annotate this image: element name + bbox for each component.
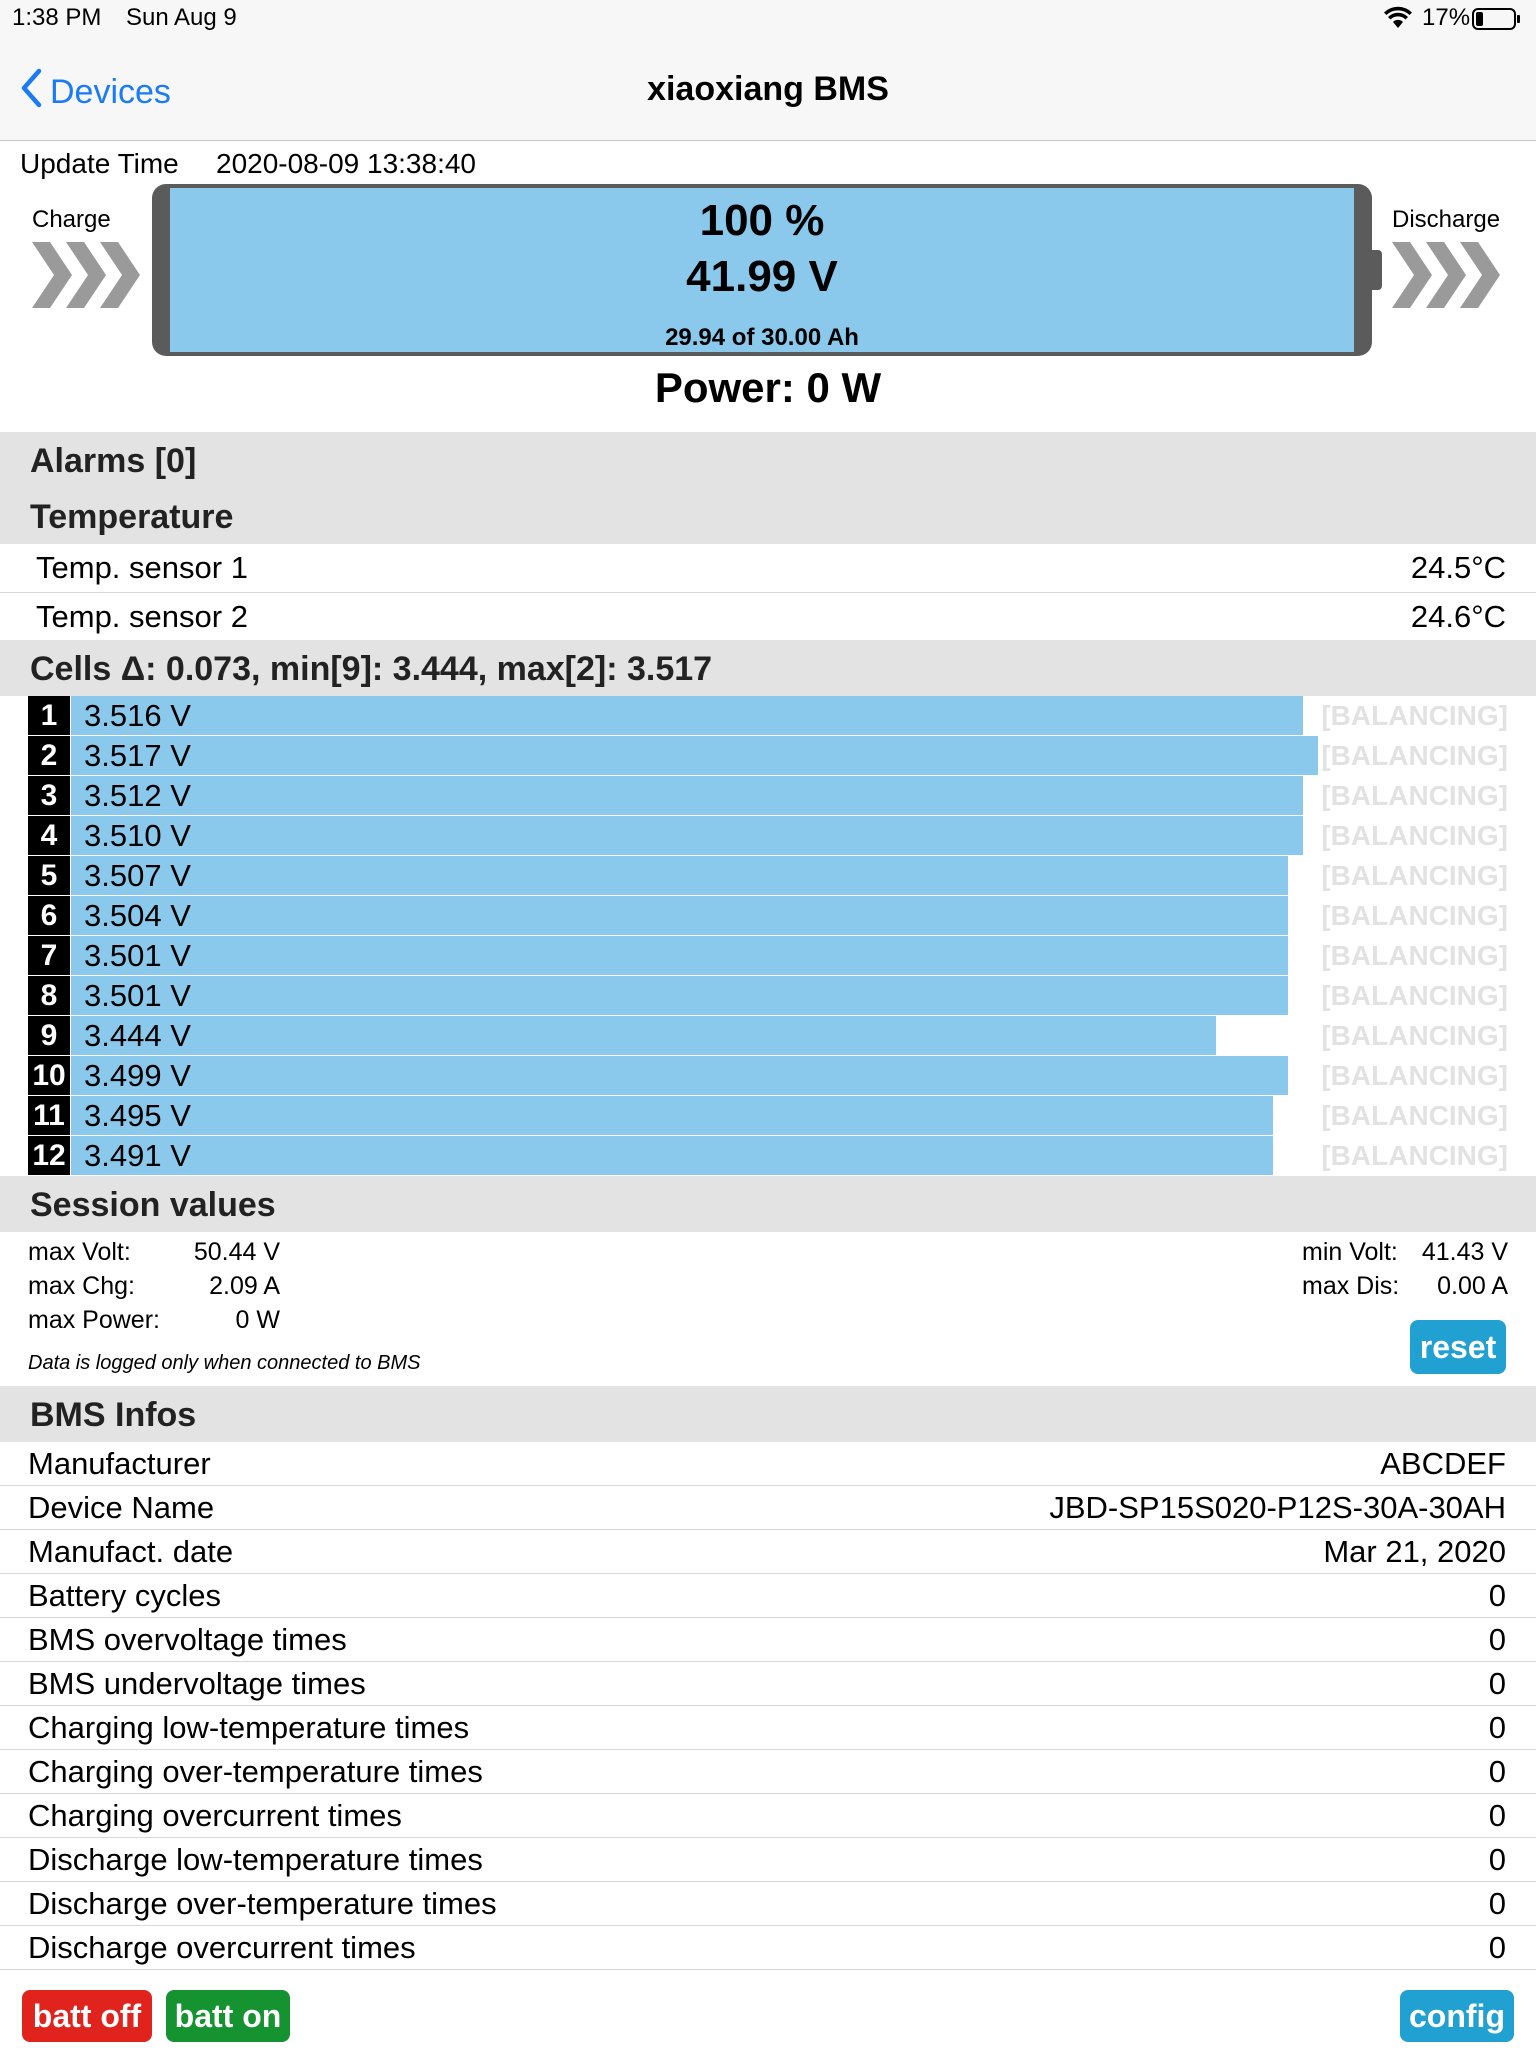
cell-voltage: 3.517 V	[84, 738, 191, 773]
cell-voltage-bar	[71, 976, 1288, 1015]
cells-header	[0, 640, 1536, 696]
cell-voltage-bar	[71, 856, 1288, 895]
cell-row	[28, 856, 1508, 896]
cell-voltage-bar	[71, 936, 1288, 975]
cell-voltage: 3.501 V	[84, 938, 191, 973]
cell-row	[28, 1136, 1508, 1176]
bms-info-value: JBD-SP15S020-P12S-30A-30AH	[1049, 1490, 1506, 1525]
cell-row	[28, 816, 1508, 856]
cell-voltage: 3.516 V	[84, 698, 191, 733]
cell-number: 6	[28, 896, 70, 935]
cell-balancing-status: [BALANCING]	[1321, 780, 1508, 811]
temp-sensor-row	[0, 544, 1536, 593]
temp-sensor-label: Temp. sensor 2	[36, 599, 248, 634]
config-button[interactable]: config	[1400, 1990, 1514, 2042]
min-volt-label: min Volt:	[1302, 1238, 1398, 1266]
update-time-label: Update Time	[20, 148, 179, 179]
cell-number: 2	[28, 736, 70, 775]
min-volt-value: 41.43 V	[1421, 1238, 1508, 1266]
cell-row	[28, 976, 1508, 1016]
cell-voltage: 3.444 V	[84, 1018, 191, 1053]
max-dis-value: 0.00 A	[1437, 1272, 1508, 1300]
bms-info-value: ABCDEF	[1380, 1446, 1506, 1481]
cell-voltage: 3.507 V	[84, 858, 191, 893]
reset-button[interactable]: reset	[1410, 1320, 1506, 1374]
cell-balancing-status: [BALANCING]	[1321, 980, 1508, 1011]
temperature-header	[0, 488, 1536, 544]
temperature-header-label: Temperature	[30, 498, 234, 536]
bms-info-row	[0, 1750, 1536, 1794]
alarms-header-label: Alarms [0]	[30, 442, 197, 480]
cell-number: 5	[28, 856, 70, 895]
bms-info-value: 0	[1488, 1578, 1506, 1613]
max-volt-label: max Volt:	[28, 1238, 131, 1266]
cell-number: 8	[28, 976, 70, 1015]
status-time: 1:38 PM	[12, 4, 102, 31]
cell-voltage-bar	[71, 1096, 1273, 1135]
cells-header-label: Cells Δ: 0.073, min[9]: 3.444, max[2]: 3.517	[30, 650, 713, 688]
power-readout: Power: 0 W	[654, 364, 882, 411]
bms-info-row	[0, 1662, 1536, 1706]
battery-percent: 100 %	[699, 196, 825, 245]
cell-row	[28, 1056, 1508, 1096]
status-bar	[0, 0, 1536, 40]
bms-info-value: 0	[1488, 1930, 1506, 1965]
cell-voltage: 3.504 V	[84, 898, 191, 933]
bms-info-row	[0, 1882, 1536, 1926]
cell-number: 10	[28, 1056, 70, 1095]
bms-info-row	[0, 1618, 1536, 1662]
cell-number: 9	[28, 1016, 70, 1055]
bms-info-label: Charging overcurrent times	[28, 1798, 402, 1833]
back-label: Devices	[50, 73, 171, 111]
cell-voltage: 3.491 V	[84, 1138, 191, 1173]
status-date: Sun Aug 9	[126, 4, 237, 31]
status-battery-percent: 17%	[1422, 4, 1471, 31]
battery-voltage: 41.99 V	[686, 252, 838, 301]
cell-voltage: 3.510 V	[84, 818, 191, 853]
wifi-icon	[1384, 6, 1412, 35]
bms-info-value: 0	[1488, 1710, 1506, 1745]
cell-row	[28, 1016, 1508, 1056]
bms-info-row	[0, 1706, 1536, 1750]
bms-info-label: Discharge over-temperature times	[28, 1886, 497, 1921]
bms-info-row	[0, 1838, 1536, 1882]
cell-row	[28, 936, 1508, 976]
bms-info-row	[0, 1486, 1536, 1530]
bms-info-value: 0	[1488, 1886, 1506, 1921]
bms-info-value: 0	[1488, 1754, 1506, 1789]
cell-number: 1	[28, 696, 70, 735]
max-power-value: 0 W	[235, 1306, 280, 1334]
bms-info-value: Mar 21, 2020	[1323, 1534, 1506, 1569]
max-volt-value: 50.44 V	[193, 1238, 280, 1266]
cell-balancing-status: [BALANCING]	[1321, 900, 1508, 931]
cell-voltage-bar	[71, 776, 1303, 815]
cell-row	[28, 1096, 1508, 1136]
cell-voltage-bar	[71, 1056, 1288, 1095]
cell-row	[28, 776, 1508, 816]
navigation-bar	[0, 40, 1536, 141]
cell-voltage-bar	[71, 896, 1288, 935]
bms-info-value: 0	[1488, 1798, 1506, 1833]
battery-gauge	[152, 184, 1372, 356]
max-dis-label: max Dis:	[1302, 1272, 1400, 1300]
bms-info-row	[0, 1926, 1536, 1970]
bms-info-row	[0, 1530, 1536, 1574]
bms-info-value: 0	[1488, 1842, 1506, 1877]
max-power-label: max Power:	[28, 1306, 160, 1334]
bms-info-label: Charging low-temperature times	[28, 1710, 470, 1745]
bms-info-row	[0, 1794, 1536, 1838]
bms-info-label: Charging over-temperature times	[28, 1754, 483, 1789]
battery-capacity: 29.94 of 30.00 Ah	[665, 324, 859, 351]
update-time-value: 2020-08-09 13:38:40	[216, 148, 476, 179]
cell-voltage: 3.499 V	[84, 1058, 191, 1093]
bms-info-label: Manufacturer	[28, 1446, 211, 1481]
cell-number: 11	[28, 1096, 70, 1135]
max-chg-value: 2.09 A	[209, 1272, 280, 1300]
bms-info-label: Device Name	[28, 1490, 215, 1525]
temp-sensor-value: 24.5°C	[1410, 550, 1506, 585]
cell-balancing-status: [BALANCING]	[1321, 700, 1508, 731]
cell-voltage: 3.501 V	[84, 978, 191, 1013]
cell-voltage-bar	[71, 816, 1303, 855]
charge-label: Charge	[32, 206, 111, 233]
cell-number: 4	[28, 816, 70, 855]
cell-voltage-bar	[71, 696, 1303, 735]
cell-number: 3	[28, 776, 70, 815]
page-title: xiaoxiang BMS	[647, 70, 889, 108]
cell-voltage-bar	[71, 1016, 1216, 1055]
cell-voltage-bar	[71, 1136, 1273, 1175]
charge-arrows-icon	[32, 242, 144, 308]
cell-row	[28, 736, 1508, 776]
alarms-header[interactable]	[0, 432, 1536, 488]
bms-info-value: 0	[1488, 1622, 1506, 1657]
battery-icon	[1472, 8, 1522, 35]
discharge-label: Discharge	[1392, 206, 1501, 233]
cell-balancing-status: [BALANCING]	[1321, 940, 1508, 971]
bms-info-label: Battery cycles	[28, 1578, 221, 1613]
batt-on-button[interactable]: batt on	[166, 1990, 290, 2042]
cell-balancing-status: [BALANCING]	[1321, 1060, 1508, 1091]
cell-balancing-status: [BALANCING]	[1321, 1020, 1508, 1051]
bms-info-row	[0, 1442, 1536, 1486]
bms-info-row	[0, 1574, 1536, 1618]
cell-row	[28, 896, 1508, 936]
bms-info-label: BMS overvoltage times	[28, 1622, 347, 1657]
max-chg-label: max Chg:	[28, 1272, 135, 1300]
bms-infos-header	[0, 1386, 1536, 1442]
bms-info-value: 0	[1488, 1666, 1506, 1701]
cell-voltage: 3.512 V	[84, 778, 191, 813]
temp-sensor-row	[0, 593, 1536, 641]
discharge-arrows-icon	[1392, 242, 1504, 308]
battery-terminal	[1372, 250, 1382, 290]
temp-sensor-label: Temp. sensor 1	[36, 550, 248, 585]
cell-balancing-status: [BALANCING]	[1321, 1140, 1508, 1171]
bms-info-label: Discharge low-temperature times	[28, 1842, 483, 1877]
session-header	[0, 1176, 1536, 1232]
bms-info-label: Manufact. date	[28, 1534, 234, 1569]
bms-info-label: Discharge overcurrent times	[28, 1930, 416, 1965]
cell-balancing-status: [BALANCING]	[1321, 820, 1508, 851]
session-header-label: Session values	[30, 1186, 276, 1224]
temp-sensor-value: 24.6°C	[1410, 599, 1506, 634]
cell-voltage: 3.495 V	[84, 1098, 191, 1133]
cell-balancing-status: [BALANCING]	[1321, 1100, 1508, 1131]
bms-infos-header-label: BMS Infos	[30, 1396, 197, 1434]
session-note: Data is logged only when connected to BMS	[28, 1352, 421, 1374]
cell-balancing-status: [BALANCING]	[1321, 740, 1508, 771]
cell-number: 12	[28, 1136, 70, 1175]
batt-off-button[interactable]: batt off	[22, 1990, 152, 2042]
cell-voltage-bar	[71, 736, 1318, 775]
cell-row	[28, 696, 1508, 736]
cell-number: 7	[28, 936, 70, 975]
bms-info-label: BMS undervoltage times	[28, 1666, 366, 1701]
cell-balancing-status: [BALANCING]	[1321, 860, 1508, 891]
